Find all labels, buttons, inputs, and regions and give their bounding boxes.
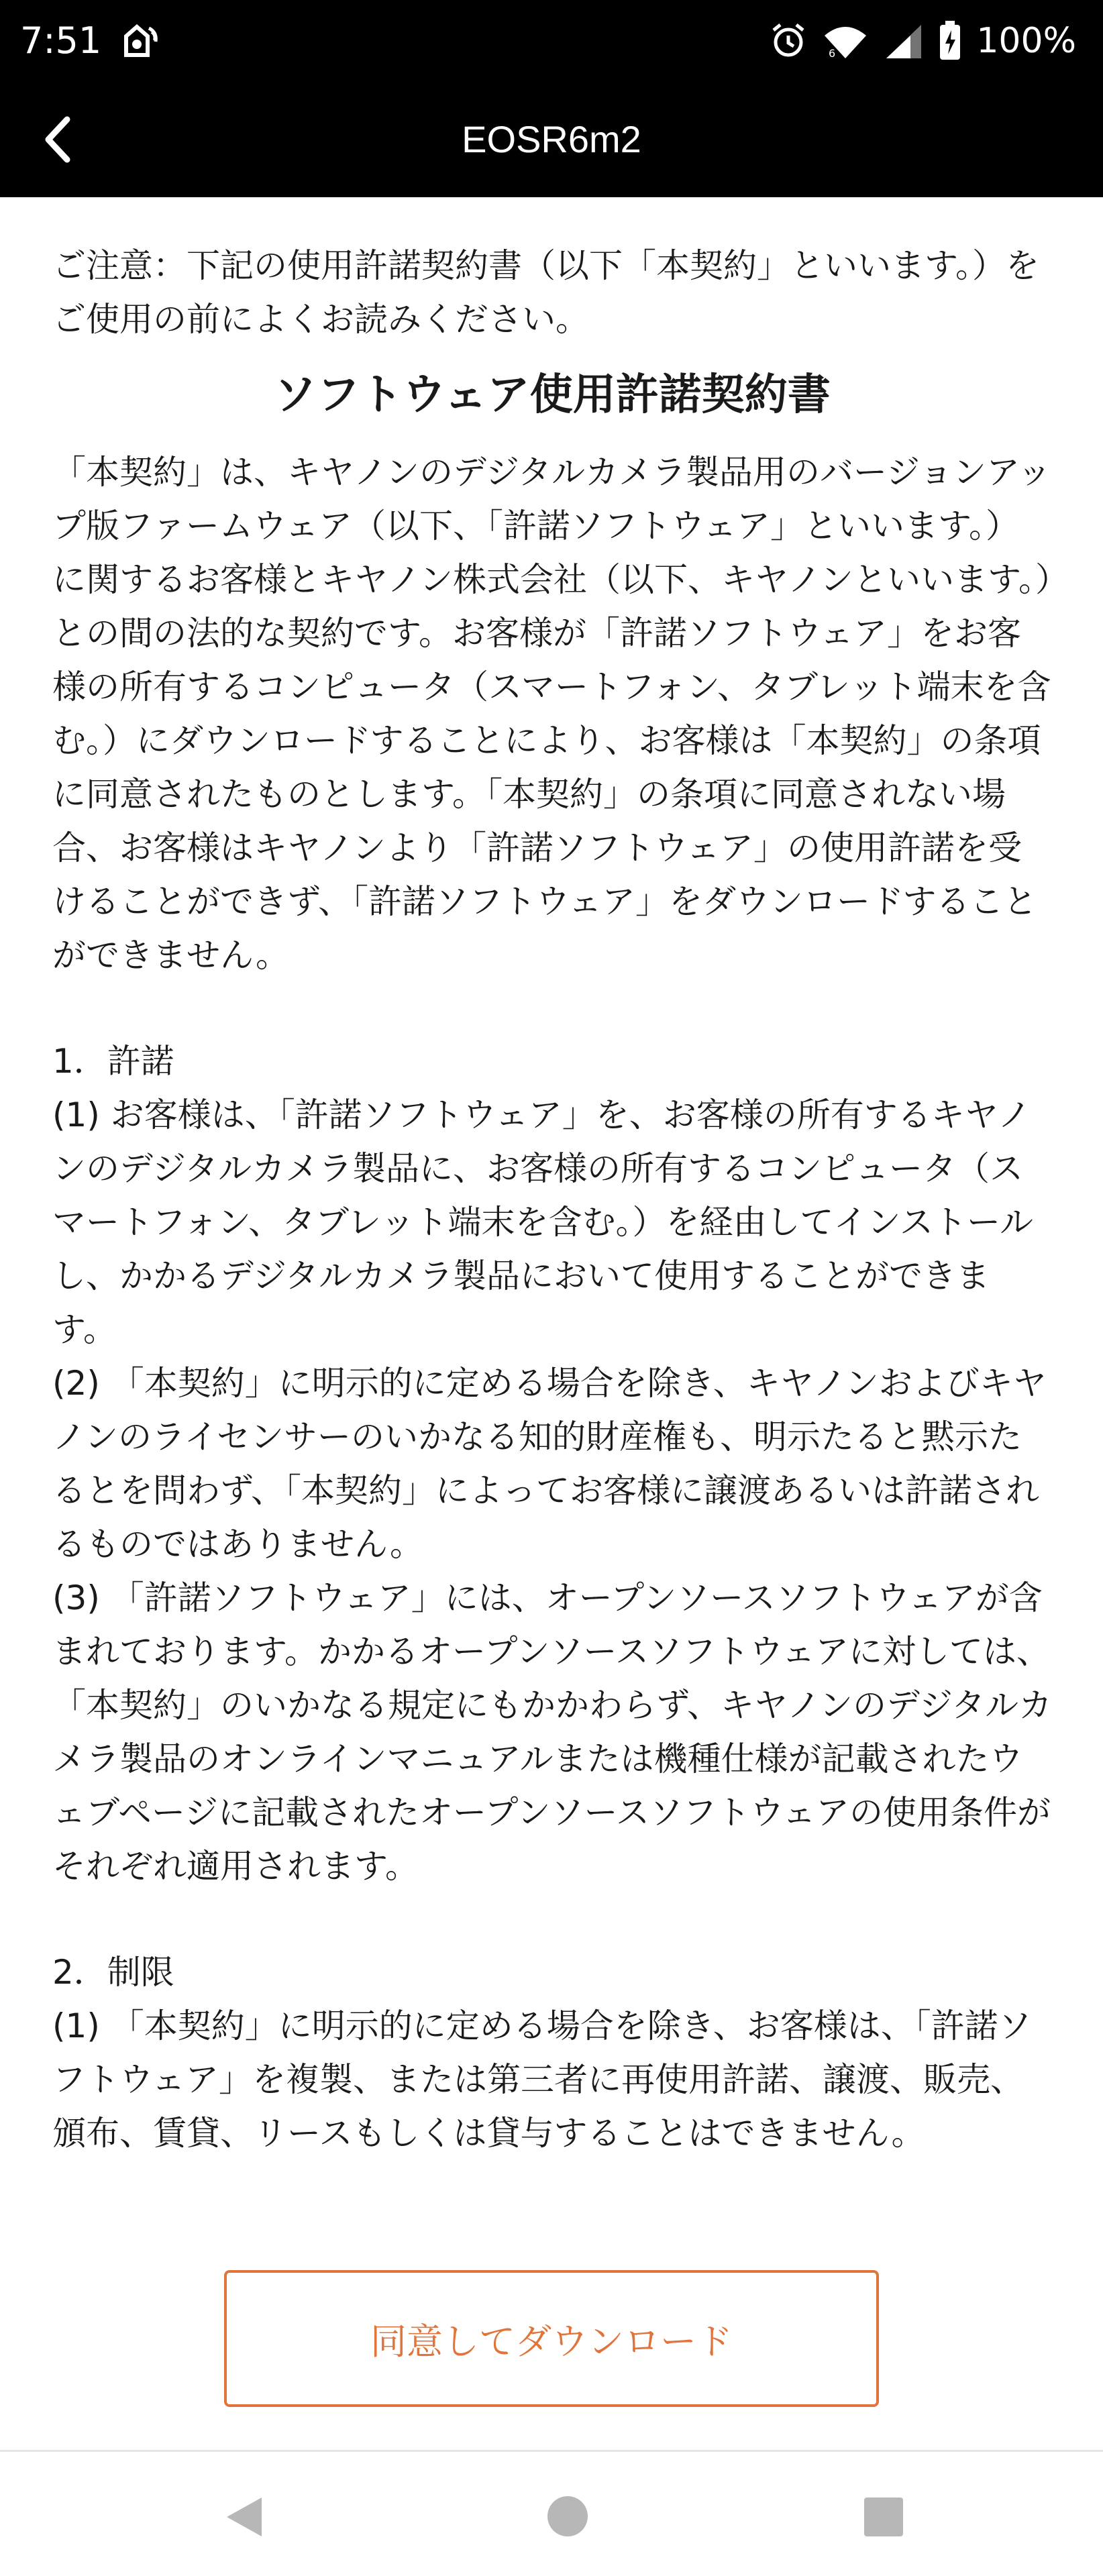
battery-percentage: 100% bbox=[976, 21, 1076, 61]
license-content bbox=[52, 239, 1052, 2160]
svg-text:6: 6 bbox=[829, 47, 836, 60]
section1-item3: (3) 「許諾ソフトウェア」には、オープンソースソフトウェアが含まれております。かかるオープンソースソフトウェアに対しては、「本契約」のいかなる規定にもかかわらず、キヤノンのデジタルカメラ製品のオンラインマニュアルまたは機種仕様が記載されたウェブページに記載されたオープンソースソフトウェアの使用条件がそれぞれ適用されます。 bbox=[52, 1578, 1052, 1886]
spacer bbox=[52, 1893, 1052, 1945]
nav-home-icon[interactable] bbox=[547, 2496, 588, 2536]
section2-heading: 2．制限 bbox=[52, 1953, 174, 1992]
battery-icon bbox=[939, 21, 961, 61]
nav-recents-icon[interactable] bbox=[864, 2498, 903, 2536]
cloud-sync-icon bbox=[121, 23, 161, 60]
spacer bbox=[52, 982, 1052, 1034]
section1-item1: (1) お客様は、「許諾ソフトウェア」を、お客様の所有するキヤノンのデジタルカメラ製品に、お客様の所有するコンピュータ（スマートフォン、タブレット端末を含む。）を経由してインストールし、かかるデジタルカメラ製品において使用することができます。 bbox=[52, 1095, 1033, 1349]
document-title: ソフトウェア使用許諾契約書 bbox=[274, 370, 831, 420]
section1-heading: 1．許諾 bbox=[52, 1042, 174, 1081]
status-time: 7:51 bbox=[20, 19, 102, 62]
app-title: EOSR6m2 bbox=[462, 118, 641, 160]
status-bar bbox=[0, 0, 1103, 82]
alarm-icon bbox=[770, 22, 807, 60]
section2-item1: (1) 「本契約」に明示的に定める場合を除き、お客様は、「許諾ソフトウェア」を複製、または第三者に再使用許諾、譲渡、販売、頒布、賃貸、リースもしくは貸与することはできません。 bbox=[52, 2006, 1032, 2153]
app-bar bbox=[0, 82, 1103, 197]
intro-paragraph: 「本契約」は、キヤノンのデジタルカメラ製品用のバージョンアップ版ファームウェア（以下、「許諾ソフトウェア」といいます。）に関するお客様とキヤノン株式会社（以下、キヤノンといいます。）との間の法的な契約です。お客様が「許諾ソフトウェア」をお客様の所有するコンピュータ（スマートフォン、タブレット端末を含む。）にダウンロードすることにより、お客様は「本契約」の条項に同意されたものとします。「本契約」の条項に同意されない場合、お客様はキヤノンより「許諾ソフトウェア」の使用許諾を受けることができず、「許諾ソフトウェア」をダウンロードすることができません。 bbox=[52, 453, 1052, 975]
wifi-icon bbox=[822, 22, 869, 60]
agree-download-button[interactable]: 同意してダウンロード bbox=[224, 2270, 879, 2407]
nav-back-icon[interactable] bbox=[221, 2493, 268, 2540]
system-nav-bar bbox=[0, 2452, 1103, 2576]
section1-item2: (2) 「本契約」に明示的に定める場合を除き、キヤノンおよびキヤノンのライセンサーのいかなる知的財産権も、明示たると黙示たるとを問わず、「本契約」によってお客様に譲渡あるいは許諾されるものではありません。 bbox=[52, 1364, 1047, 1564]
notice-text: ご注意：下記の使用許諾契約書（以下「本契約」といいます。）をご使用の前によくお読みください。 bbox=[52, 246, 1039, 339]
signal-icon bbox=[884, 22, 924, 60]
